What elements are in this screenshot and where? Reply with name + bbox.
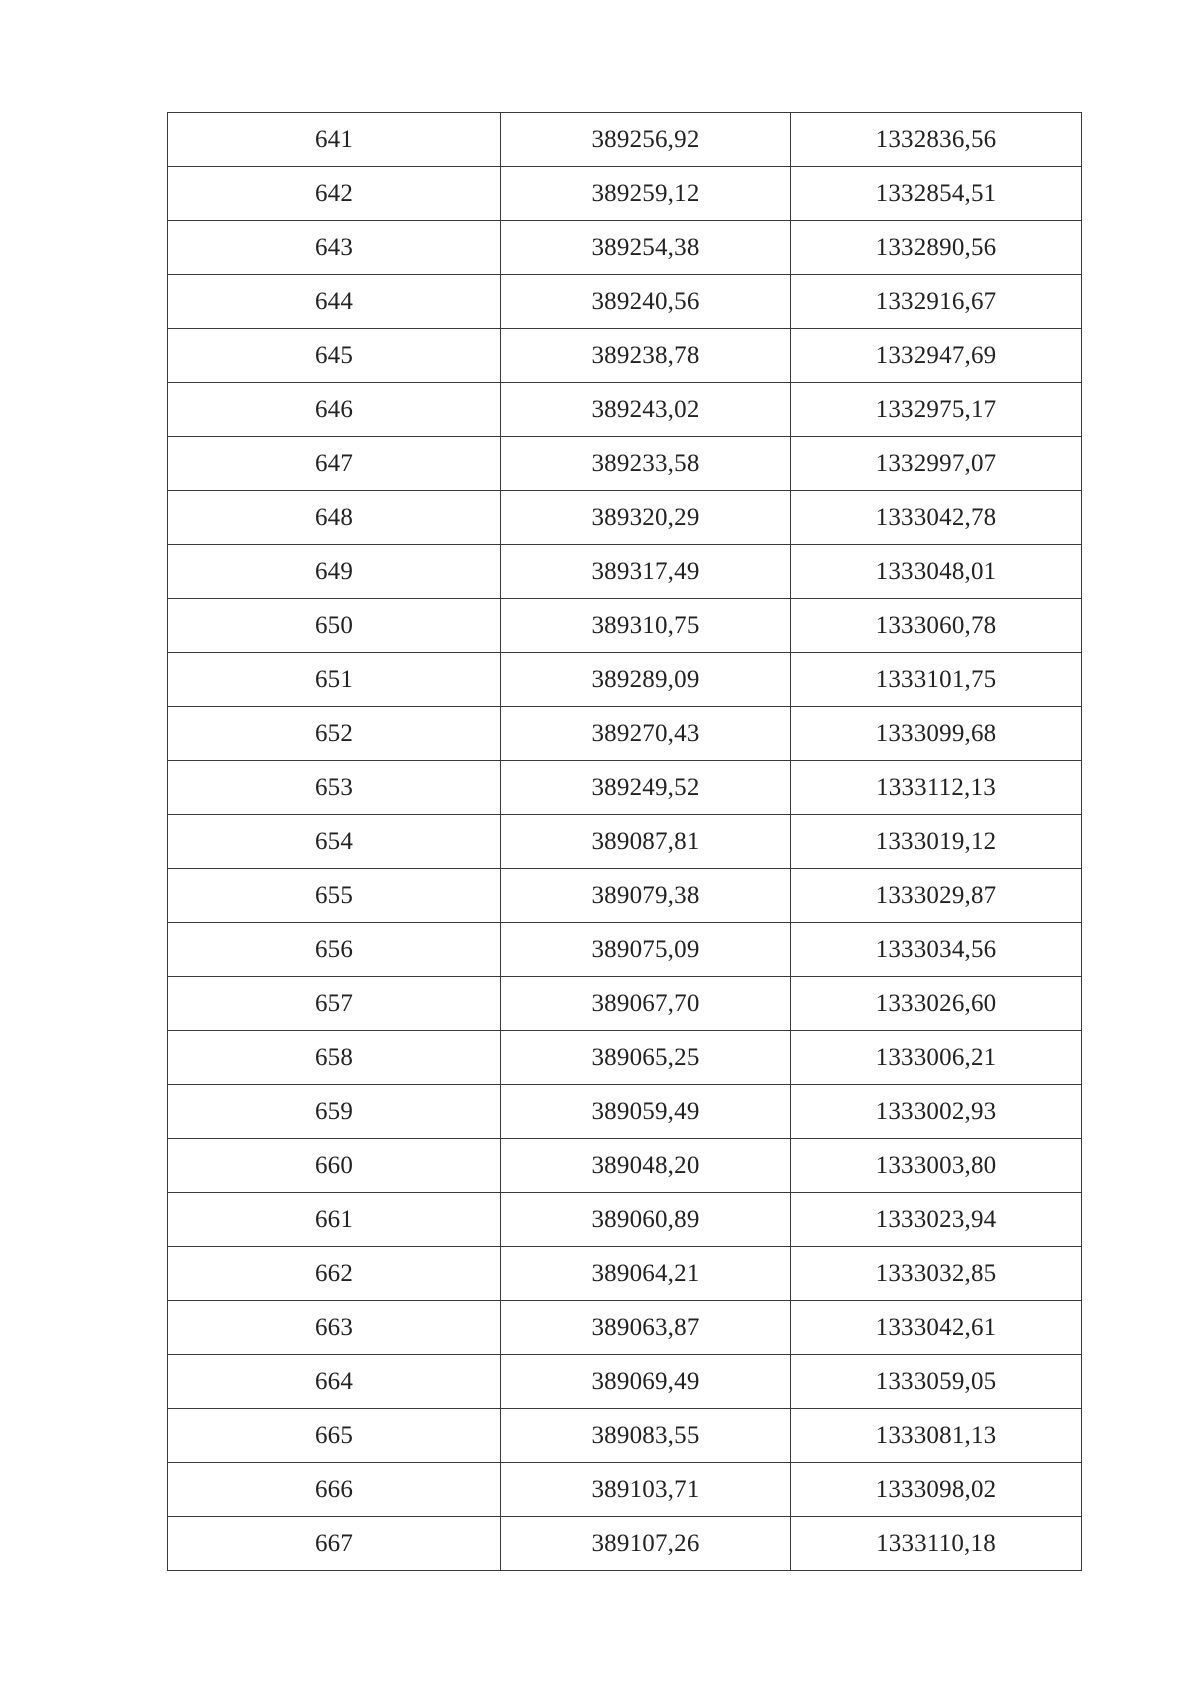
y-coordinate-cell: 1333081,13 bbox=[791, 1409, 1082, 1463]
table-row bbox=[168, 275, 1082, 329]
table-row bbox=[168, 599, 1082, 653]
y-coordinate-cell: 1333023,94 bbox=[791, 1193, 1082, 1247]
x-coordinate-cell: 389243,02 bbox=[501, 383, 791, 437]
x-coordinate-cell: 389067,70 bbox=[501, 977, 791, 1031]
x-coordinate-cell: 389259,12 bbox=[501, 167, 791, 221]
table-row bbox=[168, 869, 1082, 923]
y-coordinate-cell: 1332975,17 bbox=[791, 383, 1082, 437]
y-coordinate-cell: 1333060,78 bbox=[791, 599, 1082, 653]
y-coordinate-cell: 1333002,93 bbox=[791, 1085, 1082, 1139]
y-coordinate-cell: 1333026,60 bbox=[791, 977, 1082, 1031]
x-coordinate-cell: 389063,87 bbox=[501, 1301, 791, 1355]
point-number-cell: 654 bbox=[168, 815, 501, 869]
point-number-cell: 666 bbox=[168, 1463, 501, 1517]
point-number-cell: 648 bbox=[168, 491, 501, 545]
table-row bbox=[168, 113, 1082, 167]
y-coordinate-cell: 1332890,56 bbox=[791, 221, 1082, 275]
table-row bbox=[168, 707, 1082, 761]
table-row bbox=[168, 1247, 1082, 1301]
point-number-cell: 660 bbox=[168, 1139, 501, 1193]
y-coordinate-cell: 1333110,18 bbox=[791, 1517, 1082, 1571]
table-row bbox=[168, 1031, 1082, 1085]
x-coordinate-cell: 389059,49 bbox=[501, 1085, 791, 1139]
x-coordinate-cell: 389087,81 bbox=[501, 815, 791, 869]
y-coordinate-cell: 1333042,78 bbox=[791, 491, 1082, 545]
point-number-cell: 665 bbox=[168, 1409, 501, 1463]
point-number-cell: 645 bbox=[168, 329, 501, 383]
x-coordinate-cell: 389065,25 bbox=[501, 1031, 791, 1085]
table-row bbox=[168, 329, 1082, 383]
y-coordinate-cell: 1333112,13 bbox=[791, 761, 1082, 815]
table-row bbox=[168, 977, 1082, 1031]
point-number-cell: 662 bbox=[168, 1247, 501, 1301]
point-number-cell: 649 bbox=[168, 545, 501, 599]
point-number-cell: 647 bbox=[168, 437, 501, 491]
x-coordinate-cell: 389079,38 bbox=[501, 869, 791, 923]
point-number-cell: 643 bbox=[168, 221, 501, 275]
x-coordinate-cell: 389083,55 bbox=[501, 1409, 791, 1463]
table-row bbox=[168, 221, 1082, 275]
y-coordinate-cell: 1333006,21 bbox=[791, 1031, 1082, 1085]
y-coordinate-cell: 1333048,01 bbox=[791, 545, 1082, 599]
x-coordinate-cell: 389048,20 bbox=[501, 1139, 791, 1193]
y-coordinate-cell: 1333034,56 bbox=[791, 923, 1082, 977]
x-coordinate-cell: 389317,49 bbox=[501, 545, 791, 599]
y-coordinate-cell: 1333098,02 bbox=[791, 1463, 1082, 1517]
point-number-cell: 667 bbox=[168, 1517, 501, 1571]
x-coordinate-cell: 389103,71 bbox=[501, 1463, 791, 1517]
table-row bbox=[168, 761, 1082, 815]
table-row bbox=[168, 923, 1082, 977]
y-coordinate-cell: 1332854,51 bbox=[791, 167, 1082, 221]
x-coordinate-cell: 389233,58 bbox=[501, 437, 791, 491]
table-row bbox=[168, 491, 1082, 545]
table-row bbox=[168, 1085, 1082, 1139]
y-coordinate-cell: 1333101,75 bbox=[791, 653, 1082, 707]
x-coordinate-cell: 389310,75 bbox=[501, 599, 791, 653]
table-row bbox=[168, 1517, 1082, 1571]
table-row bbox=[168, 167, 1082, 221]
table-row bbox=[168, 815, 1082, 869]
table-row bbox=[168, 1139, 1082, 1193]
table-row bbox=[168, 383, 1082, 437]
table-row bbox=[168, 545, 1082, 599]
x-coordinate-cell: 389060,89 bbox=[501, 1193, 791, 1247]
coordinates-table-body bbox=[168, 113, 1082, 1571]
y-coordinate-cell: 1333003,80 bbox=[791, 1139, 1082, 1193]
table-row bbox=[168, 437, 1082, 491]
point-number-cell: 650 bbox=[168, 599, 501, 653]
point-number-cell: 657 bbox=[168, 977, 501, 1031]
point-number-cell: 658 bbox=[168, 1031, 501, 1085]
y-coordinate-cell: 1333032,85 bbox=[791, 1247, 1082, 1301]
x-coordinate-cell: 389240,56 bbox=[501, 275, 791, 329]
x-coordinate-cell: 389069,49 bbox=[501, 1355, 791, 1409]
table-row bbox=[168, 653, 1082, 707]
table-row bbox=[168, 1355, 1082, 1409]
table-row bbox=[168, 1301, 1082, 1355]
point-number-cell: 646 bbox=[168, 383, 501, 437]
point-number-cell: 652 bbox=[168, 707, 501, 761]
x-coordinate-cell: 389075,09 bbox=[501, 923, 791, 977]
y-coordinate-cell: 1333059,05 bbox=[791, 1355, 1082, 1409]
x-coordinate-cell: 389270,43 bbox=[501, 707, 791, 761]
y-coordinate-cell: 1333019,12 bbox=[791, 815, 1082, 869]
point-number-cell: 653 bbox=[168, 761, 501, 815]
point-number-cell: 641 bbox=[168, 113, 501, 167]
x-coordinate-cell: 389289,09 bbox=[501, 653, 791, 707]
x-coordinate-cell: 389254,38 bbox=[501, 221, 791, 275]
point-number-cell: 661 bbox=[168, 1193, 501, 1247]
point-number-cell: 656 bbox=[168, 923, 501, 977]
x-coordinate-cell: 389107,26 bbox=[501, 1517, 791, 1571]
y-coordinate-cell: 1332997,07 bbox=[791, 437, 1082, 491]
x-coordinate-cell: 389238,78 bbox=[501, 329, 791, 383]
y-coordinate-cell: 1332916,67 bbox=[791, 275, 1082, 329]
point-number-cell: 651 bbox=[168, 653, 501, 707]
table-row bbox=[168, 1463, 1082, 1517]
point-number-cell: 655 bbox=[168, 869, 501, 923]
x-coordinate-cell: 389064,21 bbox=[501, 1247, 791, 1301]
y-coordinate-cell: 1333099,68 bbox=[791, 707, 1082, 761]
table-row bbox=[168, 1193, 1082, 1247]
point-number-cell: 663 bbox=[168, 1301, 501, 1355]
x-coordinate-cell: 389320,29 bbox=[501, 491, 791, 545]
point-number-cell: 642 bbox=[168, 167, 501, 221]
x-coordinate-cell: 389249,52 bbox=[501, 761, 791, 815]
y-coordinate-cell: 1332947,69 bbox=[791, 329, 1082, 383]
coordinates-table bbox=[167, 112, 1082, 1571]
point-number-cell: 659 bbox=[168, 1085, 501, 1139]
x-coordinate-cell: 389256,92 bbox=[501, 113, 791, 167]
table-row bbox=[168, 1409, 1082, 1463]
y-coordinate-cell: 1333029,87 bbox=[791, 869, 1082, 923]
y-coordinate-cell: 1333042,61 bbox=[791, 1301, 1082, 1355]
y-coordinate-cell: 1332836,56 bbox=[791, 113, 1082, 167]
point-number-cell: 664 bbox=[168, 1355, 501, 1409]
point-number-cell: 644 bbox=[168, 275, 501, 329]
